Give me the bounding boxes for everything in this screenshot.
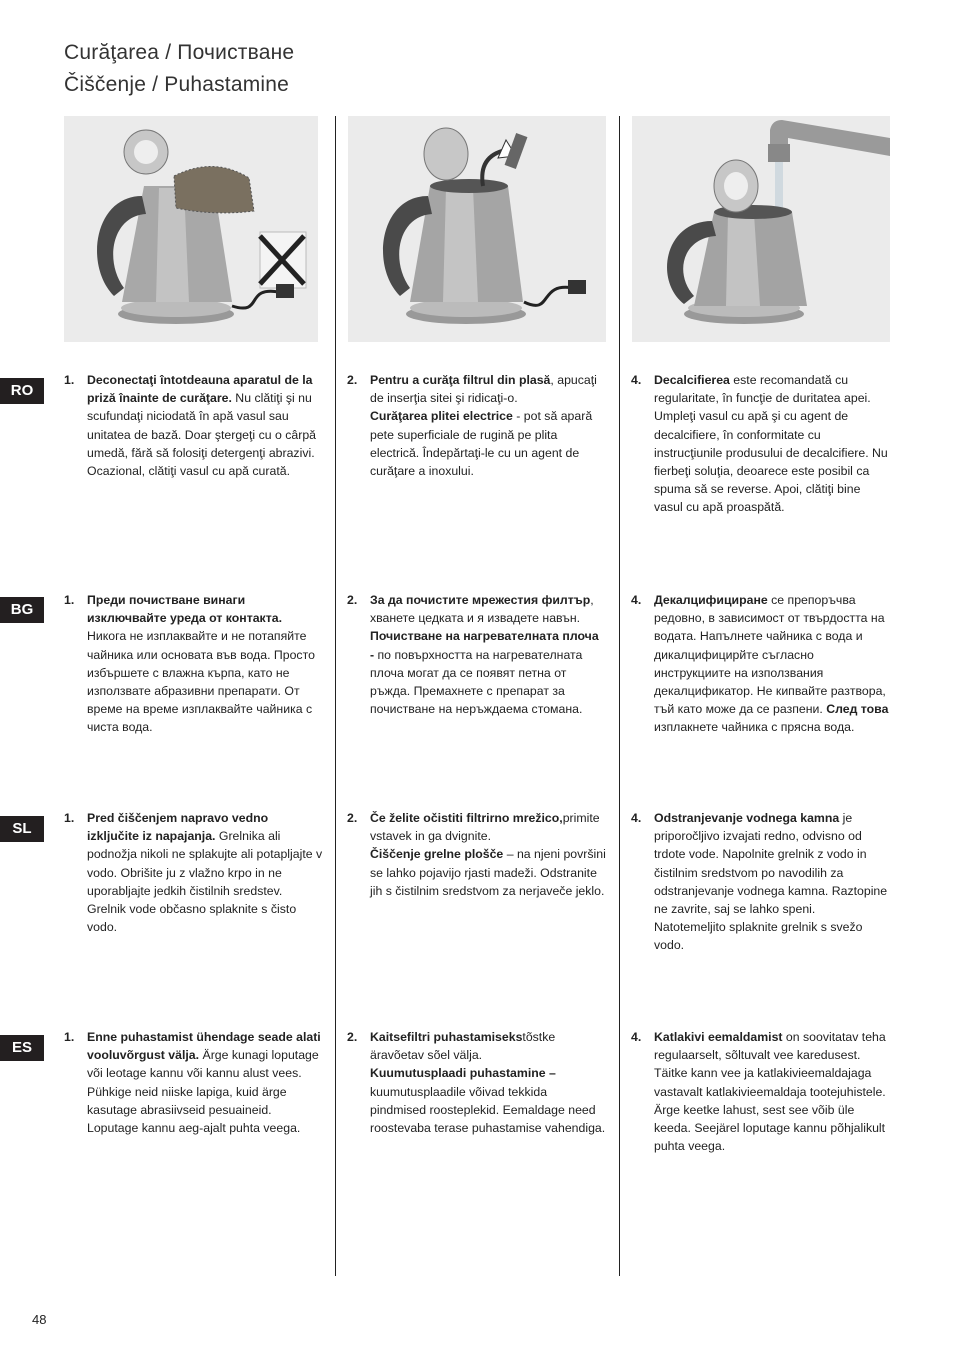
step-2-es: 2. Kaitsefiltri puhastamisekstõstke äravõetav sõel välja. Kuumutusplaadi puhastamine – kuumutusplaadile võivad tekkida pindmised roosteplekid. Eemaldage need roostevaba terase puhastamise vahendiga. [347, 1030, 606, 1136]
step-1-sl: 1. Pred čiščenjem napravo vedno izključite iz napajanja. Grelnika ali podnožja nikoli ne splakujte ali potapljajte v vodo. Obrišite ju z vlažno krpo in ne uporabljajte jedkih čistilnih sredstev. Grelnik vode občasno splaknite s čisto vodo. [64, 811, 323, 935]
kettle-filter-removal-illustration [348, 116, 606, 342]
step-2-ro: 2. Pentru a curăţa filtrul din plasă, apucaţi de inserţia sitei şi ridicaţi-o. Curăţarea plitei electrice - pot să apară pete superficiale de rugină pe plita electrică. Îndepărtaţi-le cu un agent de curăţare a inoxului. [347, 373, 597, 479]
page-title-line-1: Curăţarea / Почистване [64, 41, 295, 64]
language-tab-es: ES [0, 1035, 44, 1061]
language-tab-ro: RO [0, 378, 44, 404]
step-1-es: 1. Enne puhastamist ühendage seade alati vooluvõrgust välja. Ärge kunagi loputage või leotage kannu või kannu alust vees. Pühkige neid niiske lapiga, kuid ärge kasutage abrasiivseid pesuaineid. Loputage kannu aeg-ajalt puhta veega. [64, 1030, 321, 1136]
column-divider-2 [619, 116, 620, 1276]
step-4-sl: 4. Odstranjevanje vodnega kamna je priporočljivo izvajati redno, odvisno od trdote vode. Napolnite grelnik z vodo in čistilnim sredstvom po navodilih za odstranjevanje vodnega kamna. Raztopine ne zavrite, saj se lahko speni. Natotemeljito splaknite grelnik s svežo vodo. [631, 811, 888, 953]
kettle-filling-under-tap-illustration [632, 116, 890, 342]
step-4-bg: 4. Декалцифициране се препоръчва редовно, в зависимост от твърдостта на водата. Напълнете чайника с вода и дикалцифицирйте съгласно инструкциите на използвания декалцификатор. Не кипвайте разтвора, тъй като може да се разпени. След това изплакнете чайника с прясна вода. [631, 593, 889, 735]
step-1-bg: 1. Преди почистване винаги изключвайте уреда от контакта. Никога не изплаквайте и не потапяйте чайника или основата във вода. Просто избършете с влажна кърпа, като не използвате абразивни препарати. От време на време изплаквайте чайника с чиста вода. [64, 593, 315, 735]
kettle-unplugged-cloth-illustration [64, 116, 318, 342]
page-title-line-2: Čiščenje / Puhastamine [64, 73, 290, 96]
page-number: 48 [32, 1312, 47, 1327]
step-1-ro: 1. Deconectaţi întotdeauna aparatul de la priză înainte de curăţare. Nu clătiţi şi nu scufundaţi niciodată în apă vasul sau unitatea de bază. Doar ştergeţi cu o cârpă umedă, fără să folosiţi detergenţi abrazivi. Ocazional, clătiţi vasul cu apă curată. [64, 373, 316, 479]
column-divider-1 [335, 116, 336, 1276]
step-2-sl: 2. Če želite očistiti filtrirno mrežico,primite vstavek in ga dvignite. Čiščenje grelne plošče – na njeni površini se lahko pojavijo rjasti madeži. Odstranite jih s čistilnim sredstvom za nerjaveče jeklo. [347, 811, 606, 898]
language-tab-bg: BG [0, 597, 44, 623]
language-tab-sl: SL [0, 816, 44, 842]
step-4-es: 4. Katlakivi eemaldamist on soovitatav teha regulaarselt, sõltuvalt vee karedusest. Täitke kann vee ja katlakivieemaldajaga vastavalt katlakivieemaldaja tootejuhistele. Ärge keetke lahust, sest see võib üle keeda. Seejärel loputage kannu põhjalikult puhta veega. [631, 1030, 886, 1154]
step-4-ro: 4. Decalcifierea este recomandată cu regularitate, în funcţie de duritatea apei. Umpleţi vasul cu apă şi cu agent de decalcifiere, în conformitate cu instrucţiunile produsului de decalcifiere. Nu fierbeţi soluţia, deoarece este posibil ca spuma să se reverse. Apoi, clătiţi bine vasul cu apă proaspătă. [631, 373, 888, 515]
step-2-bg: 2. За да почистите мрежестия филтър, хванете цедката и я извадете навън. Почистване на нагревателната плоча - по повърхността на нагревателната плоча могат да се появят петна от ръжда. Премахнете с препарат за почистване на неръждаема стомана. [347, 593, 599, 717]
